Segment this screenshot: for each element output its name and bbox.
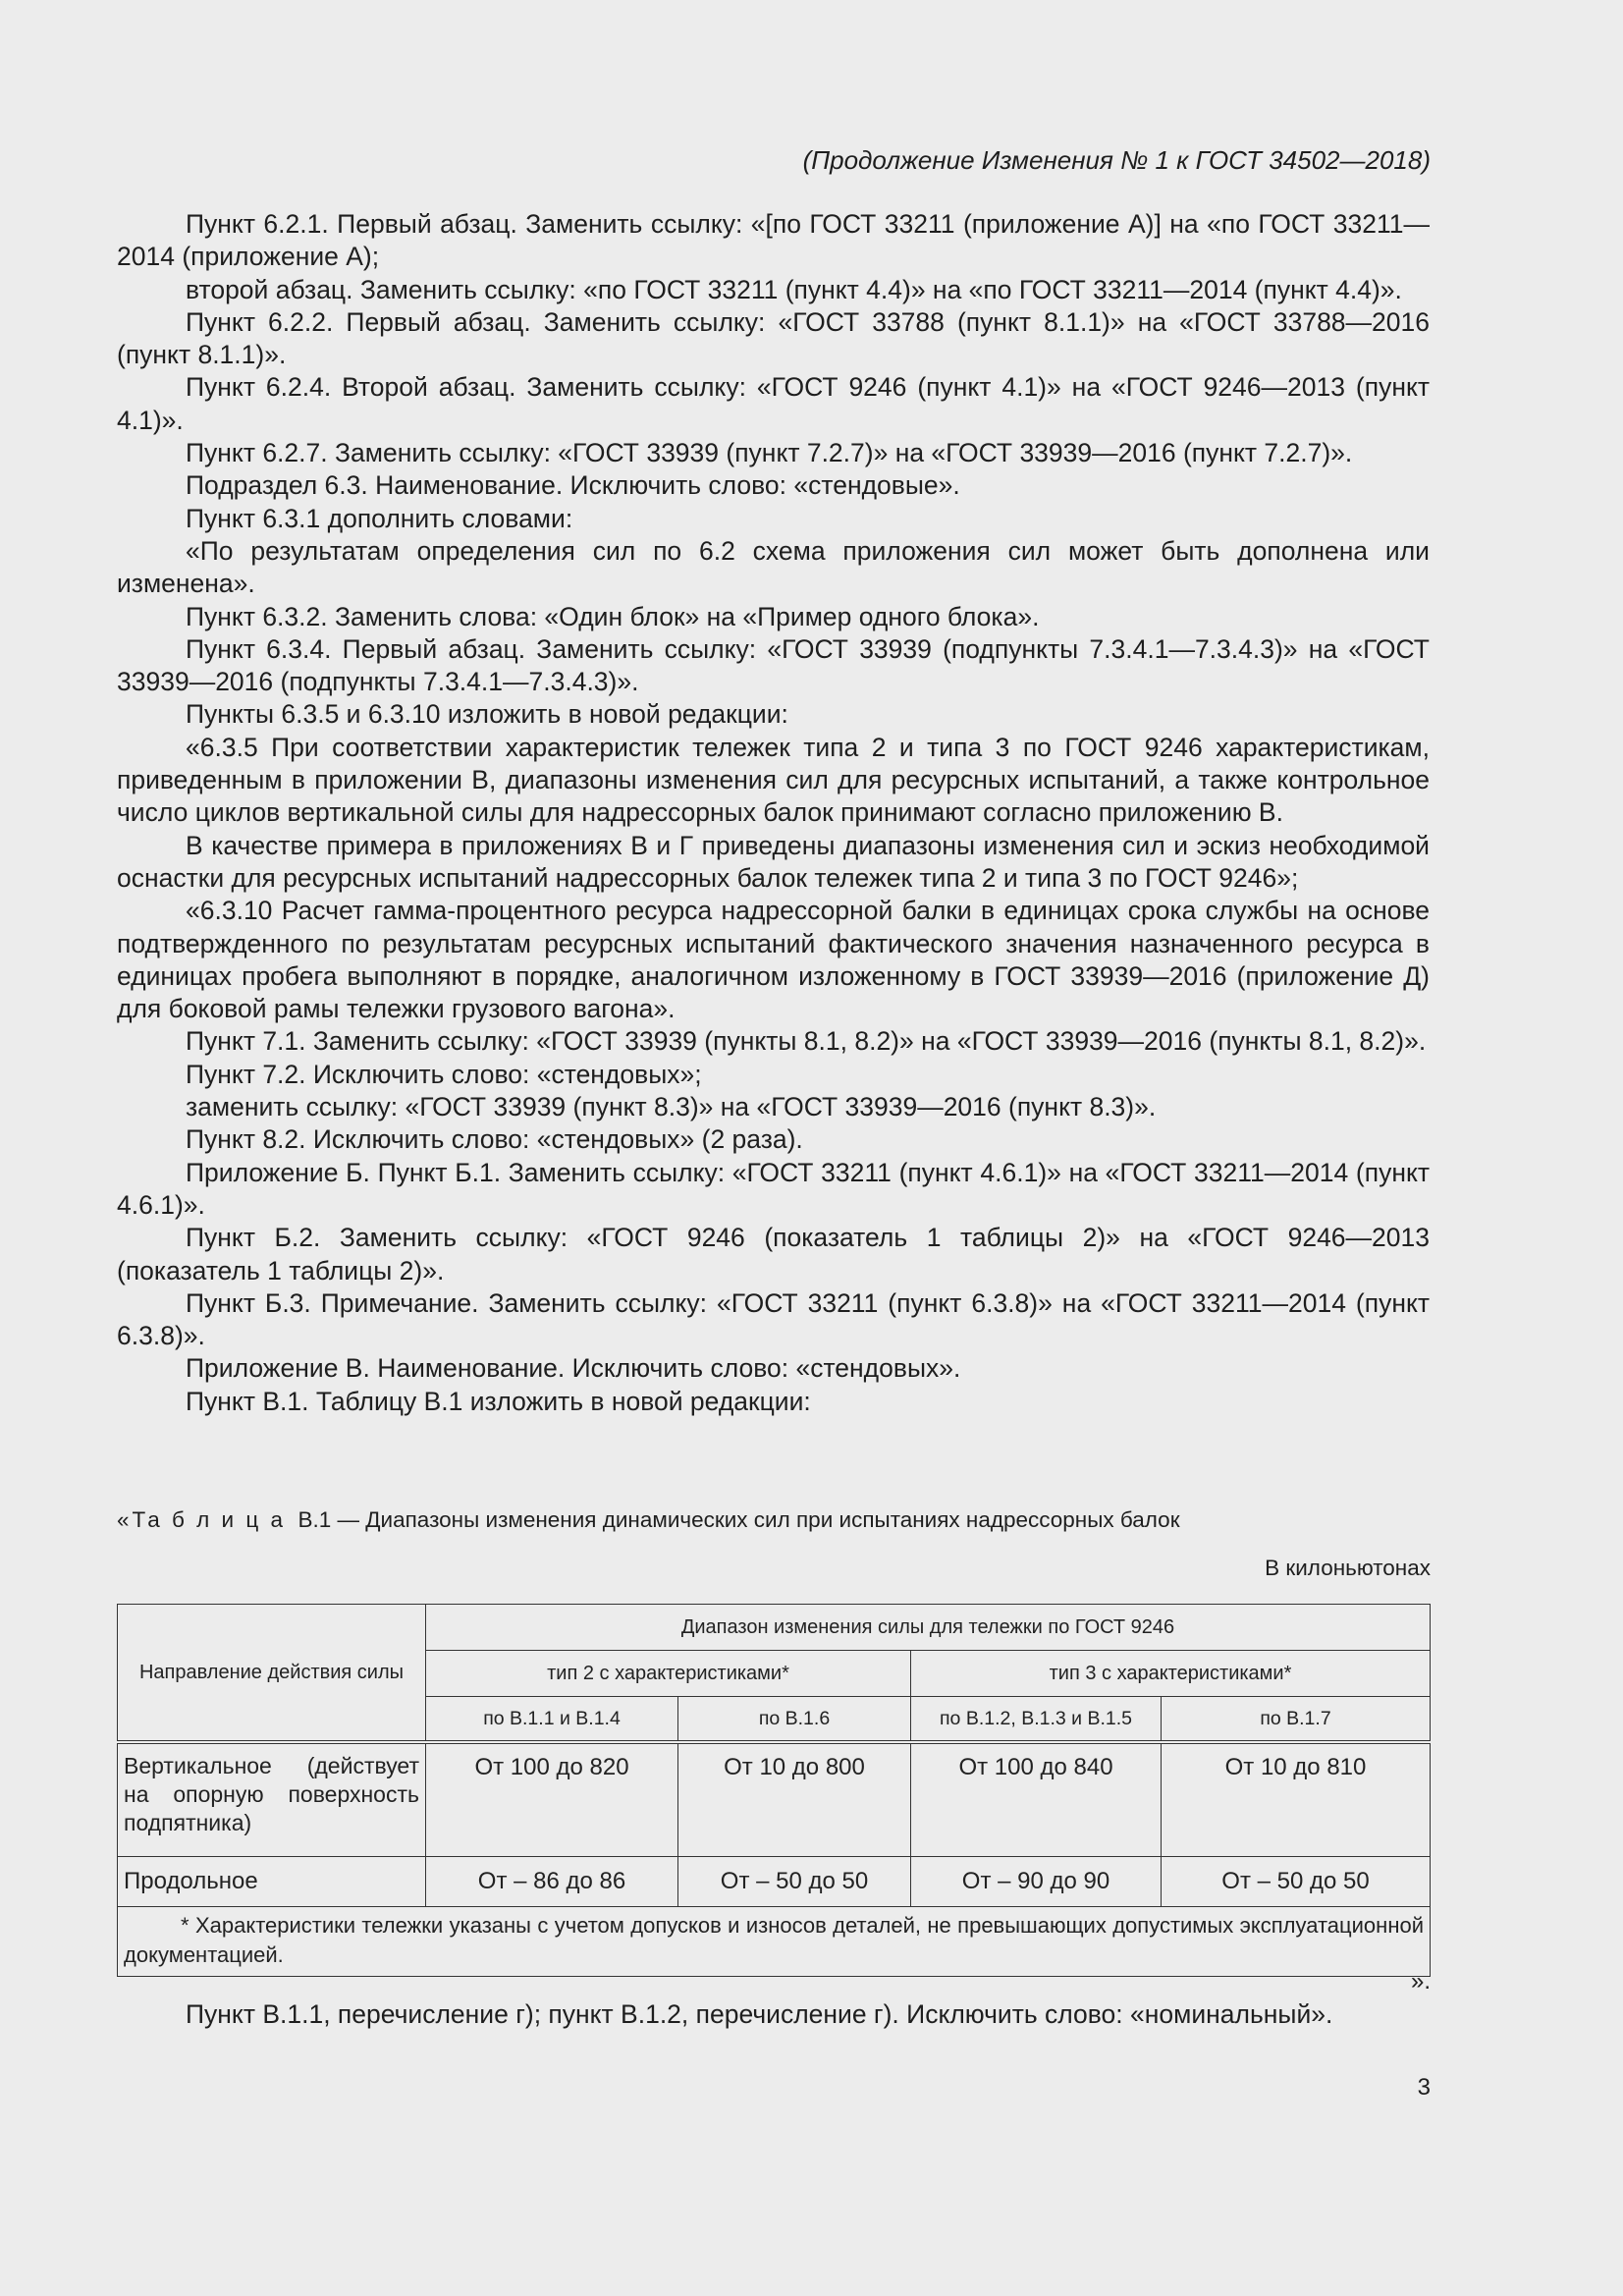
table-cell: От – 50 до 50	[678, 1857, 911, 1907]
header-type3: тип 3 с характеристиками*	[911, 1651, 1431, 1697]
table-close-quote: ».	[1410, 1968, 1431, 1995]
paragraph: Подраздел 6.3. Наименование. Исключить слово: «стендовые».	[186, 470, 960, 501]
table-cell: От 10 до 800	[678, 1742, 911, 1857]
header-range-group: Диапазон изменения силы для тележки по ГОСТ 9246	[426, 1605, 1431, 1651]
header-direction: Направление действия силы	[118, 1605, 426, 1743]
page-header: (Продолжение Изменения № 1 к ГОСТ 34502—2018)	[802, 145, 1431, 175]
table-footnote: * Характеристики тележки указаны с учетом допусков и износов деталей, не превышающих допустимых эксплуатационной документацией.	[118, 1907, 1431, 1977]
table-cell: От – 90 до 90	[911, 1857, 1162, 1907]
table-row	[118, 1857, 1431, 1907]
paragraph: «6.3.10 Расчет гамма-процентного ресурса надрессорной балки в единицах срока службы на основе подтвержденного по результатам ресурсных испытаний фактического значения назначенного ресурса в единицах пробега выполняют в порядке, аналогичном изложенному в ГОСТ 33939—2016 (приложение Д) для боковой рамы тележки грузового вагона».	[117, 896, 1430, 1024]
paragraph: Пункты 6.3.5 и 6.3.10 изложить в новой редакции:	[186, 699, 788, 730]
row-label: Вертикальное (действует на опорную поверхность подпятника)	[118, 1742, 426, 1857]
table-cell: От 100 до 840	[911, 1742, 1162, 1857]
page-number: 3	[1417, 2074, 1431, 2101]
paragraph: второй абзац. Заменить ссылку: «по ГОСТ 33211 (пункт 4.4)» на «по ГОСТ 33211—2014 (пункт 4.4)».	[186, 274, 1402, 304]
paragraph: Пункт Б.2. Заменить ссылку: «ГОСТ 9246 (показатель 1 таблицы 2)» на «ГОСТ 9246—2013 (показатель 1 таблицы 2)».	[117, 1223, 1430, 1285]
subheader-cell: по В.1.2, В.1.3 и В.1.5	[911, 1697, 1162, 1743]
paragraph: Пункт 6.2.2. Первый абзац. Заменить ссылку: «ГОСТ 33788 (пункт 8.1.1)» на «ГОСТ 33788—2016 (пункт 8.1.1)».	[117, 306, 1430, 370]
subheader-cell: по В.1.7	[1162, 1697, 1431, 1743]
table-row	[118, 1742, 1431, 1857]
paragraph: Пункт 6.3.1 дополнить словами:	[186, 503, 573, 533]
paragraph: заменить ссылку: «ГОСТ 33939 (пункт 8.3)» на «ГОСТ 33939—2016 (пункт 8.3)».	[186, 1092, 1157, 1122]
paragraph: Приложение Б. Пункт Б.1. Заменить ссылку: «ГОСТ 33211 (пункт 4.6.1)» на «ГОСТ 33211—2014 (пункт 4.6.1)».	[117, 1157, 1430, 1220]
paragraph: Пункт 6.2.1. Первый абзац. Заменить ссылку: «[по ГОСТ 33211 (приложение А)] на «по ГОСТ 33211—2014 (приложение А);	[117, 209, 1430, 272]
paragraph: Пункт В.1. Таблицу В.1 изложить в новой редакции:	[186, 1386, 811, 1416]
paragraph: Пункт 7.2. Исключить слово: «стендовых»;	[186, 1059, 702, 1089]
paragraph: Пункт 8.2. Исключить слово: «стендовых» (2 раза).	[186, 1124, 803, 1155]
subheader-cell: по В.1.6	[678, 1697, 911, 1743]
paragraph: Приложение В. Наименование. Исключить слово: «стендовых».	[186, 1353, 961, 1384]
table-cell: От – 86 до 86	[426, 1857, 678, 1907]
header-type2: тип 2 с характеристиками*	[426, 1651, 911, 1697]
paragraph: «По результатам определения сил по 6.2 схема приложения сил может быть дополнена или изменена».	[117, 535, 1430, 599]
table-title-text: В.1 — Диапазоны изменения динамических сил при испытаниях надрессорных балок	[298, 1507, 1180, 1532]
table-cell: От – 50 до 50	[1162, 1857, 1431, 1907]
table-units: В килоньютонах	[1265, 1556, 1431, 1580]
subheader-cell: по В.1.1 и В.1.4	[426, 1697, 678, 1743]
paragraph: Пункт 7.1. Заменить ссылку: «ГОСТ 33939 (пункты 8.1, 8.2)» на «ГОСТ 33939—2016 (пункты 8.1, 8.2)».	[186, 1026, 1427, 1057]
row-label: Продольное	[118, 1857, 426, 1907]
table-header-row	[118, 1605, 1431, 1651]
paragraph: «6.3.5 При соответствии характеристик тележек типа 2 и типа 3 по ГОСТ 9246 характеристикам, приведенным в приложении В, диапазоны изменения сил для ресурсных испытаний, а также контрольное число циклов вертикальной силы для надрессорных балок принимают согласно приложению В.	[117, 732, 1430, 828]
table-footnote-row	[118, 1907, 1431, 1977]
paragraph: Пункт 6.2.4. Второй абзац. Заменить ссылку: «ГОСТ 9246 (пункт 4.1)» на «ГОСТ 9246—2013 (пункт 4.1)».	[117, 372, 1430, 435]
table-cell: От 10 до 810	[1162, 1742, 1431, 1857]
paragraph: Пункт 6.3.4. Первый абзац. Заменить ссылку: «ГОСТ 33939 (подпункты 7.3.4.1—7.3.4.3)» на «ГОСТ 33939—2016 (подпункты 7.3.4.1—7.3.4.3)».	[117, 633, 1430, 697]
paragraph: Пункт 6.3.2. Заменить слова: «Один блок» на «Пример одного блока».	[186, 601, 1040, 631]
paragraph-after-table: Пункт В.1.1, перечисление г); пункт В.1.2, перечисление г). Исключить слово: «номинальный».	[186, 1999, 1333, 2029]
paragraph: Пункт Б.3. Примечание. Заменить ссылку: «ГОСТ 33211 (пункт 6.3.8)» на «ГОСТ 33211—2014 (пункт 6.3.8)».	[117, 1287, 1430, 1351]
table-title-label: «Та б л и ц а	[117, 1507, 287, 1532]
paragraph: В качестве примера в приложениях В и Г приведены диапазоны изменения сил и эскиз необходимой оснастки для ресурсных испытаний надрессорных балок тележек типа 2 и типа 3 по ГОСТ 9246»;	[117, 830, 1430, 893]
table-title	[117, 1507, 1430, 1533]
forces-table	[117, 1604, 1431, 1977]
table-cell: От 100 до 820	[426, 1742, 678, 1857]
body-text	[117, 208, 1430, 1418]
paragraph: Пункт 6.2.7. Заменить ссылку: «ГОСТ 33939 (пункт 7.2.7)» на «ГОСТ 33939—2016 (пункт 7.2.7)».	[186, 438, 1353, 468]
